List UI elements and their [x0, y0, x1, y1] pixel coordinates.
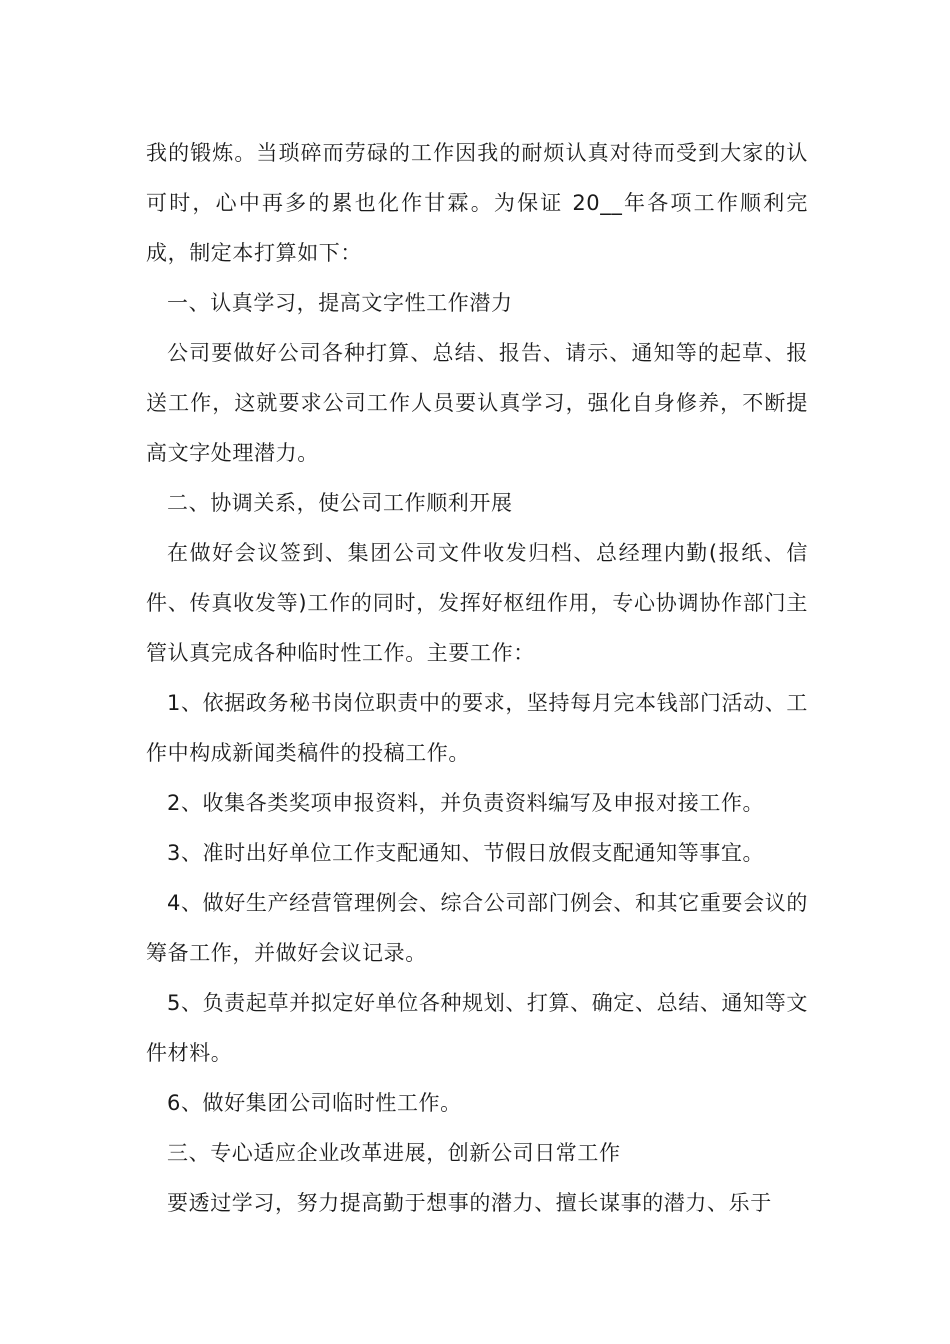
paragraph: 公司要做好公司各种打算、总结、报告、请示、通知等的起草、报送工作，这就要求公司工作人员要认真学习，强化自身修养，不断提高文字处理潜力。 [146, 341, 808, 465]
paragraph: 要透过学习，努力提高勤于想事的潜力、擅长谋事的潜力、乐于 [167, 1191, 772, 1215]
paragraph: 在做好会议签到、集团公司文件收发归档、总经理内勤(报纸、信件、传真收发等)工作的同时，发挥好枢纽作用，专心协调协作部门主管认真完成各种临时性工作。主要工作： [146, 541, 808, 665]
section-heading: 二、协调关系，使公司工作顺利开展 [167, 491, 513, 515]
section-heading: 三、专心适应企业改革进展，创新公司日常工作 [167, 1141, 621, 1165]
section-heading: 一、认真学习，提高文字性工作潜力 [167, 291, 513, 315]
list-item: 4、做好生产经营管理例会、综合公司部门例会、和其它重要会议的筹备工作，并做好会议记录。 [146, 891, 808, 965]
document-body [146, 128, 808, 1228]
list-item: 3、准时出好单位工作支配通知、节假日放假支配通知等事宜。 [167, 841, 765, 865]
list-item: 1、依据政务秘书岗位职责中的要求，坚持每月完本钱部门活动、工作中构成新闻类稿件的投稿工作。 [146, 691, 808, 765]
list-item: 5、负责起草并拟定好单位各种规划、打算、确定、总结、通知等文件材料。 [146, 991, 808, 1065]
paragraph: 我的锻炼。当琐碎而劳碌的工作因我的耐烦认真对待而受到大家的认可时，心中再多的累也化作甘霖。为保证 20__年各项工作顺利完成，制定本打算如下： [146, 141, 808, 265]
list-item: 6、做好集团公司临时性工作。 [167, 1091, 462, 1115]
list-item: 2、收集各类奖项申报资料，并负责资料编写及申报对接工作。 [167, 791, 765, 815]
